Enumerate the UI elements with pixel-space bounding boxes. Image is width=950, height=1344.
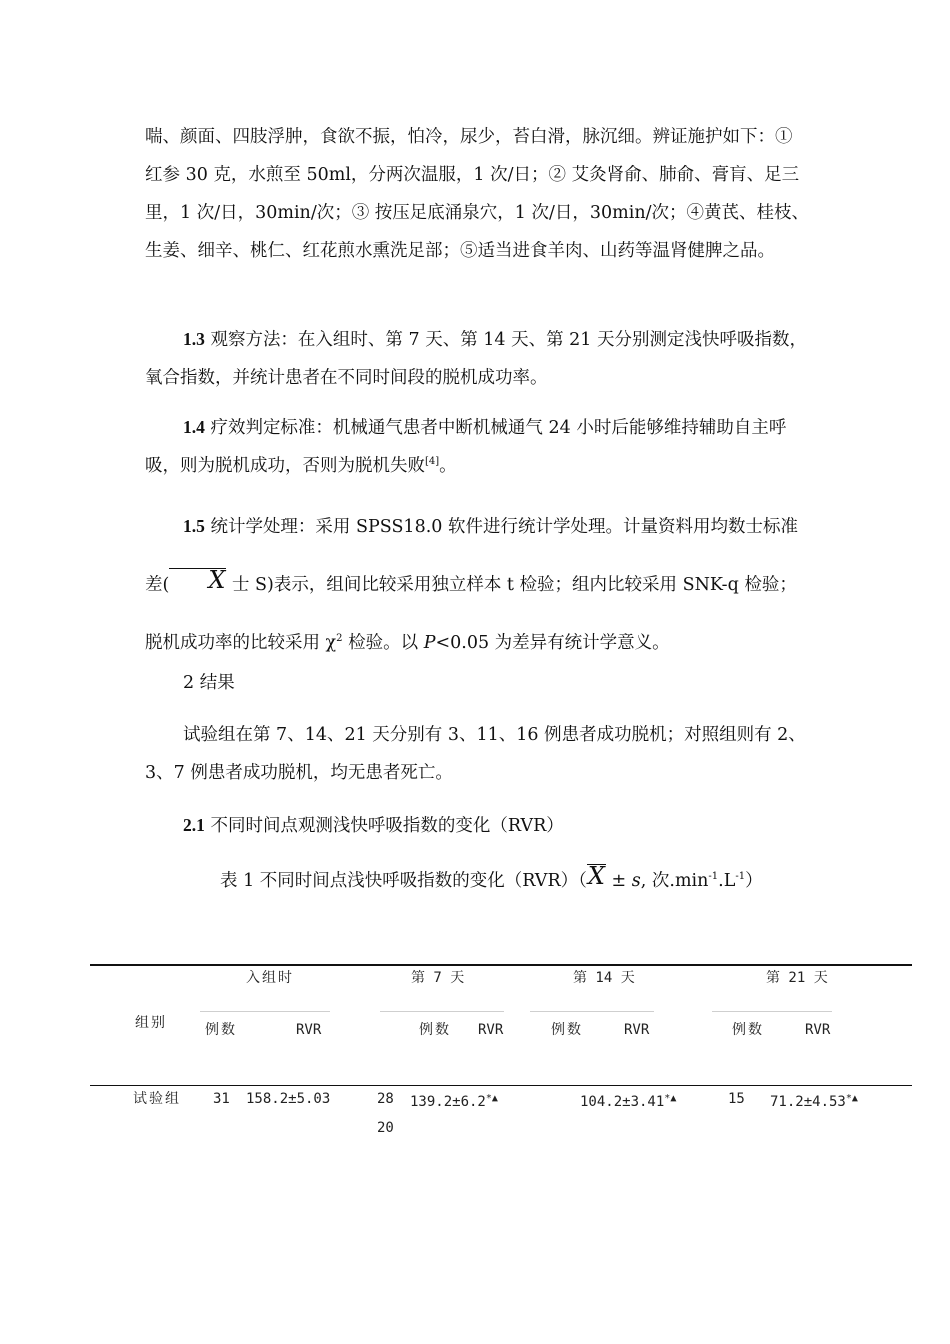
significance-mark-21: *▲ <box>845 1093 858 1104</box>
timepoint-header-0: 入组时 <box>246 970 294 986</box>
row-rvr-0: 158.2±5.03 <box>246 1091 331 1107</box>
section-number-2-1: 2.1 <box>183 815 205 835</box>
row-rvr-21 <box>770 1089 858 1112</box>
caption-sd-symbol: s <box>631 871 641 891</box>
sub-header-rvr-7: RVR <box>478 1022 504 1038</box>
caption-plus-minus: ± <box>605 871 632 891</box>
paragraph-results <box>145 716 810 792</box>
sub-header-count-0: 例数 <box>205 1022 237 1038</box>
span-rule-1 <box>200 1011 330 1012</box>
sub-header-rvr-21: RVR <box>805 1022 831 1038</box>
row-rvr-7 <box>410 1089 498 1112</box>
paragraph-results-text: 试验组在第 7、14、21 天分别有 3、11、16 例患者成功脱机；对照组则有 2、3、7 例患者成功脱机，均无患者死亡。 <box>145 725 806 783</box>
caption-unit-sup2: -1 <box>735 871 746 882</box>
section-number-1-5: 1.5 <box>183 516 205 536</box>
caption-unit-b: .L <box>718 871 736 891</box>
table-top-rule <box>90 964 912 966</box>
mean-symbol: X <box>169 568 226 591</box>
p-value-symbol: P <box>423 633 436 653</box>
paragraph-1-5-text-c: 检验。以 <box>342 633 424 653</box>
row-rvr-21-value: 71.2±4.53 <box>770 1094 846 1110</box>
reference-marker: [4] <box>425 456 440 467</box>
sub-header-rvr-14: RVR <box>624 1022 650 1038</box>
sub-header-count-21: 例数 <box>732 1022 764 1038</box>
paragraph-1-4 <box>145 408 810 485</box>
section-2-1-text: 不同时间点观测浅快呼吸指数的变化（RVR） <box>204 816 564 836</box>
row-count-7: 28 <box>377 1091 394 1107</box>
results-heading <box>145 664 810 702</box>
paragraph-treatment <box>145 118 810 270</box>
sub-header-rvr-0: RVR <box>296 1022 322 1038</box>
span-rule-2 <box>380 1011 504 1012</box>
caption-mean-symbol: X <box>587 862 605 890</box>
row-rvr-14 <box>580 1089 676 1112</box>
row-count-21: 15 <box>728 1091 745 1107</box>
paragraph-1-5 <box>145 497 810 672</box>
row-rvr-7-value: 139.2±6.2 <box>410 1094 486 1110</box>
significance-mark-7: *▲ <box>485 1093 498 1104</box>
chi-square-superscript: 2 <box>336 633 343 644</box>
caption-close: ） <box>745 871 763 891</box>
row-rvr-14-value: 104.2±3.41 <box>580 1094 665 1110</box>
caption-unit-a: 次.min <box>651 871 709 891</box>
paragraph-1-3 <box>145 320 810 397</box>
paragraph-1-5-text-b: 士 S)表示，组间比较采用独立样本 t 检验；组内比较采用 SNK-q 检验；脱机成功率的比较采用 χ <box>145 575 797 653</box>
table-mid-rule <box>90 1085 912 1086</box>
timepoint-header-7: 第 7 天 <box>411 970 465 986</box>
section-2-1-heading <box>145 806 810 845</box>
group-header: 组别 <box>135 1015 167 1031</box>
significance-mark-14: *▲ <box>664 1093 677 1104</box>
table-caption-text: 表 1 不同时间点浅快呼吸指数的变化（RVR）（ <box>220 871 587 891</box>
span-rule-3 <box>530 1011 654 1012</box>
caption-comma: , <box>640 871 652 891</box>
row-count-14: 20 <box>377 1120 394 1136</box>
sub-header-count-7: 例数 <box>419 1022 451 1038</box>
paragraph-1-3-text: 观察方法：在入组时、第 7 天、第 14 天、第 21 天分别测定浅快呼吸指数，氧合指数，并统计患者在不同时间段的脱机成功率。 <box>145 330 807 388</box>
row-group-label: 试验组 <box>133 1091 181 1107</box>
row-count-0: 31 <box>213 1091 230 1107</box>
paragraph-treatment-text: 喘、颜面、四肢浮肿，食欲不振，怕冷，尿少，苔白滑，脉沉细。辨证施护如下：① 红参 30 克，水煎至 50ml，分两次温服，1 次/日；② 艾灸肾俞、肺俞、膏肓、足三里，1 次/日，30min/次；③ 按压足底涌泉穴，1 次/日，30min/次；④黄芪、桂枝、生姜、细辛、桃仁、红花煎水熏洗足部；⑤适当进食羊肉、山药等温肾健脾之品。 <box>145 127 809 261</box>
results-heading-text: 2 结果 <box>183 673 235 693</box>
section-number-1-4: 1.4 <box>183 417 205 437</box>
paragraph-1-5-text-a: 统计学处理：采用 SPSS18.0 软件进行统计学处理。计量资料用均数士标准差( <box>145 517 798 595</box>
caption-unit-sup1: -1 <box>708 871 719 882</box>
timepoint-header-21: 第 21 天 <box>766 970 828 986</box>
section-number-1-3: 1.3 <box>183 329 205 349</box>
paragraph-1-5-text-d: <0.05 为差异有统计学意义。 <box>435 633 670 653</box>
timepoint-header-14: 第 14 天 <box>573 970 635 986</box>
paragraph-1-4-end: 。 <box>439 456 457 476</box>
span-rule-4 <box>712 1011 832 1012</box>
sub-header-count-14: 例数 <box>551 1022 583 1038</box>
paragraph-1-4-text: 疗效判定标准：机械通气患者中断机械通气 24 小时后能够维持辅助自主呼吸，则为脱机成功，否则为脱机失败 <box>145 418 787 476</box>
table-caption <box>220 862 763 900</box>
